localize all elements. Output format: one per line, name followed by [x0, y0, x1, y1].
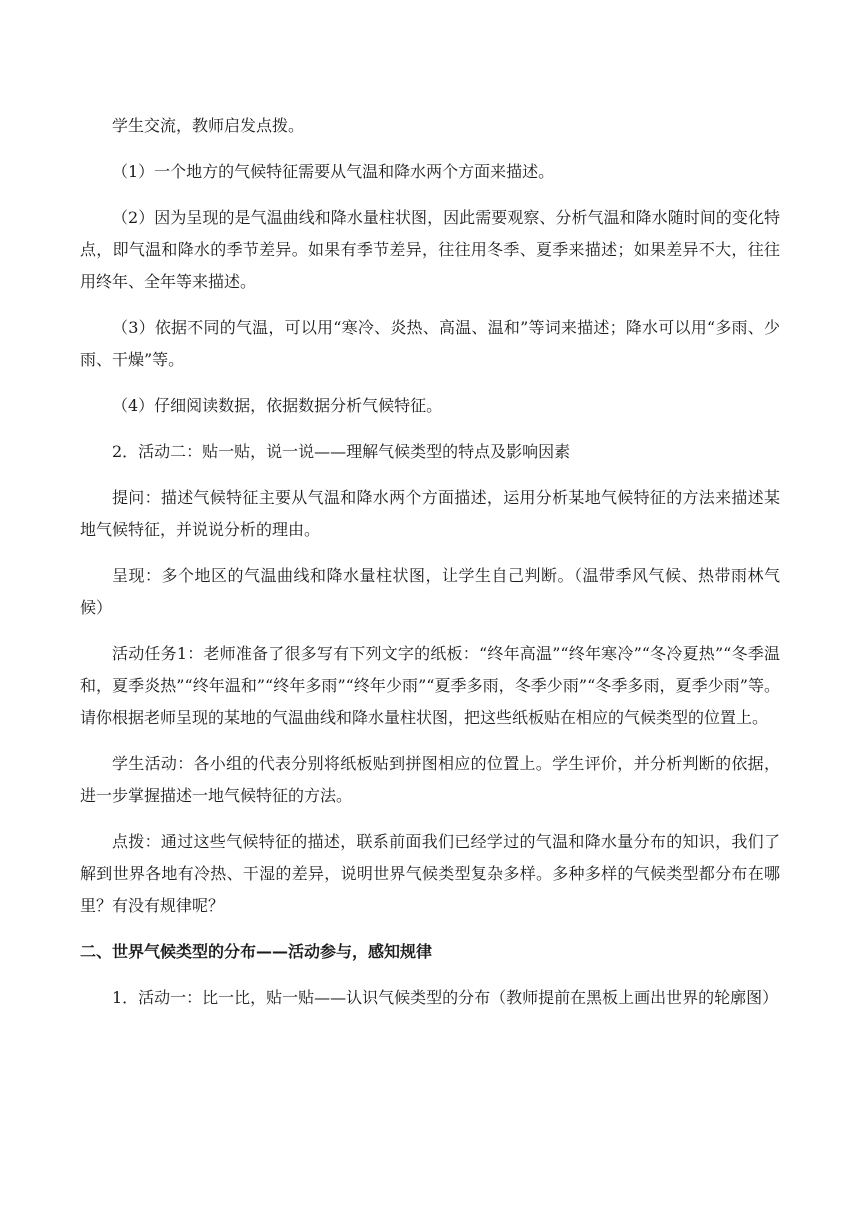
paragraph-point-3: （3）依据不同的气温，可以用“寒冷、炎热、高温、温和”等词来描述；降水可以用“多雨、少雨、干燥”等。: [80, 318, 780, 369]
paragraph-point-4: （4）仔细阅读数据，依据数据分析气候特征。: [112, 396, 443, 415]
paragraph-guidance: 点拨：通过这些气候特征的描述，联系前面我们已经学过的气温和降水量分布的知识，我们了解到世界各地有冷热、干湿的差异，说明世界气候类型复杂多样。多种多样的气候类型都分布在哪里？有没有规律呢？: [80, 832, 780, 915]
paragraph-task-1: 活动任务1：老师准备了很多写有下列文字的纸板：“终年高温”“终年寒冷”“冬冷夏热”“冬季温和，夏季炎热”“终年温和”“终年多雨”“终年少雨”“夏季多雨，冬季少雨”“冬季多雨，夏季少雨”等。请你根据老师呈现的某地的气温曲线和降水量柱状图，把这些纸板贴在相应的气候类型的位置上。: [80, 644, 780, 727]
document-page: [80, 110, 780, 1028]
paragraph-activity-one: 1．活动一：比一比，贴一贴——认识气候类型的分布（教师提前在黑板上画出世界的轮廓图）: [112, 988, 779, 1007]
paragraph-point-2: （2）因为呈现的是气温曲线和降水量柱状图，因此需要观察、分析气温和降水随时间的变化特点，即气温和降水的季节差异。如果有季节差异，往往用冬季、夏季来描述；如果差异不大，往往用终年、全年等来描述。: [80, 208, 780, 291]
section-heading: 二、世界气候类型的分布——活动参与，感知规律: [80, 942, 433, 961]
paragraph-question: 提问：描述气候特征主要从气温和降水两个方面描述，运用分析某地气候特征的方法来描述某地气候特征，并说说分析的理由。: [80, 488, 780, 539]
paragraph-activity-two: 2．活动二：贴一贴，说一说——理解气候类型的特点及影响因素: [112, 442, 571, 461]
paragraph-point-1: （1）一个地方的气候特征需要从气温和降水两个方面来描述。: [112, 162, 555, 181]
paragraph-presentation: 呈现：多个地区的气温曲线和降水量柱状图，让学生自己判断。（温带季风气候、热带雨林气候）: [80, 566, 780, 617]
paragraph-student-exchange: 学生交流，教师启发点拨。: [112, 116, 305, 135]
paragraph-student-activity: 学生活动：各小组的代表分别将纸板贴到拼图相应的位置上。学生评价，并分析判断的依据，进一步掌握描述一地气候特征的方法。: [80, 754, 780, 805]
